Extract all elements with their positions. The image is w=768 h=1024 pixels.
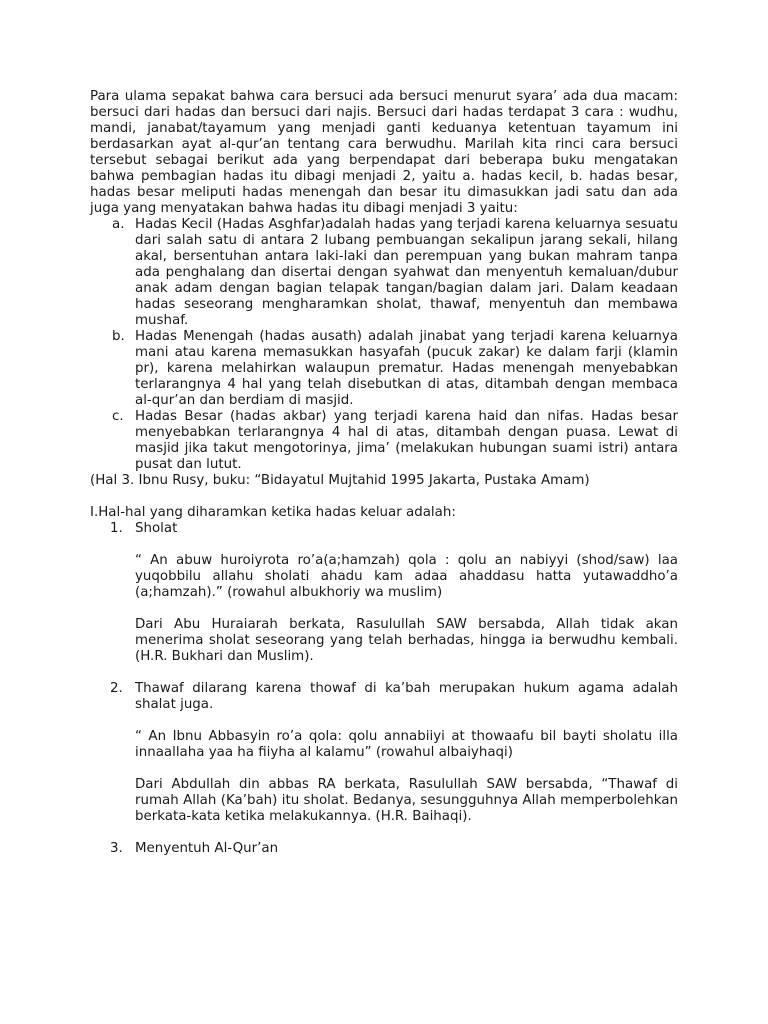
list-marker: b. <box>112 329 125 344</box>
hadith-transliteration: “ An abuw huroiyrota ro’a(a;hamzah) qola : qolu an nabiyyi (shod/saw) laa yuqobbilu allahu sholati ahadu kam adaa ahaddasu hatta yutawaddho’a (a;hamzah).” (rowahul albukhoriy wa muslim) <box>135 553 678 600</box>
hadith-translation: Dari Abdullah din abbas RA berkata, Rasulullah SAW bersabda, “Thawaf di rumah Allah (Ka’bah) itu sholat. Bedanya, sesungguhnya Allah memperbolehkan berkata-kata ketika melakukannya. (H.R. Baihaqi). <box>135 777 678 824</box>
list-item <box>90 329 678 409</box>
prohibition-title: Sholat <box>135 521 178 536</box>
list-number: 2. <box>110 681 123 696</box>
list-number: 1. <box>110 521 123 536</box>
prohibition-title: Thawaf dilarang karena thowaf di ka’bah merupakan hukum agama adalah shalat juga. <box>135 681 678 712</box>
list-number: 3. <box>110 841 123 856</box>
prohibition-title: Menyentuh Al-Qur’an <box>135 841 279 856</box>
hadith-translation: Dari Abu Huraiarah berkata, Rasulullah SAW bersabda, Allah tidak akan menerima sholat seseorang yang telah berhadas, hingga ia berwudhu kembali. (H.R. Bukhari dan Muslim). <box>135 617 678 664</box>
list-item <box>90 409 678 473</box>
hadas-besar-text: Hadas Besar (hadas akbar) yang terjadi karena haid dan nifas. Hadas besar menyebabkan terlarangnya 4 hal di atas, ditambah dengan puasa. Lewat di masjid jika takut mengotorinya, jima’ (melakukan hubungan suami istri) antara pusat dan lutut. <box>135 409 678 472</box>
intro-paragraph: Para ulama sepakat bahwa cara bersuci ada bersuci menurut syara’ ada dua macam: bersuci dari hadas dan bersuci dari najis. Bersuci dari hadas terdapat 3 cara : wudhu, mandi, janabat/tayamum yang menjadi ganti keduanya ketentuan tayamum ini berdasarkan ayat al-qur’an tentang cara berwudhu. Marilah kita rinci cara bersuci tersebut sebagai berikut ada yang berpendapat dari beberapa buku mengatakan bahwa pembagian hadas itu dibagi menjadi 2, yaitu a. hadas kecil, b. hadas besar, hadas besar meliputi hadas menengah dan besar itu dimasukkan jadi satu dan ada juga yang menyatakan bahwa hadas itu dibagi menjadi 3 yaitu: <box>90 89 678 216</box>
list-item <box>90 217 678 329</box>
hadas-menengah-text: Hadas Menengah (hadas ausath) adalah jinabat yang terjadi karena keluarnya mani atau karena memasukkan hasyafah (pucuk zakar) ke dalam farji (klamin pr), karena melahirkan walaupun prematur. Hadas menengah menyebabkan terlarangnya 4 hal yang telah disebutkan di atas, ditambah dengan membaca al-qur’an dan berdiam di masjid. <box>135 329 678 408</box>
hadith-transliteration: “ An Ibnu Abbasyin ro’a qola: qolu annabiiyi at thowaafu bil bayti sholatu illa innaallaha yaa ha fiiyha al kalamu” (rowahul albaiyhaqi) <box>135 729 678 760</box>
citation: (Hal 3. Ibnu Rusy, buku: “Bidayatul Mujtahid 1995 Jakarta, Pustaka Amam) <box>90 473 590 488</box>
prohibition-item-thawaf <box>90 681 678 841</box>
section-heading: I.Hal-hal yang diharamkan ketika hadas keluar adalah: <box>90 505 456 520</box>
prohibition-item-sholat <box>90 521 678 681</box>
prohibition-item-quran <box>90 841 678 857</box>
list-marker: a. <box>112 217 125 232</box>
hadas-kecil-text: Hadas Kecil (Hadas Asghfar)adalah hadas yang terjadi karena keluarnya sesuatu dari salah satu di antara 2 lubang pembuangan sekalipun jarang sekali, hilang akal, bersentuhan antara laki-laki dan perempuan yang bukan mahram tanpa ada penghalang dan disertai dengan syahwat dan menyentuh kemaluan/dubur anak adam dengan bagian telapak tangan/bagian dalam jari. Dalam keadaan hadas seseorang mengharamkan sholat, thawaf, menyentuh dan membawa mushaf. <box>135 217 678 328</box>
prohibitions-list <box>90 521 678 857</box>
list-marker: c. <box>112 409 124 424</box>
document-body <box>90 89 678 857</box>
hadas-list <box>90 217 678 473</box>
